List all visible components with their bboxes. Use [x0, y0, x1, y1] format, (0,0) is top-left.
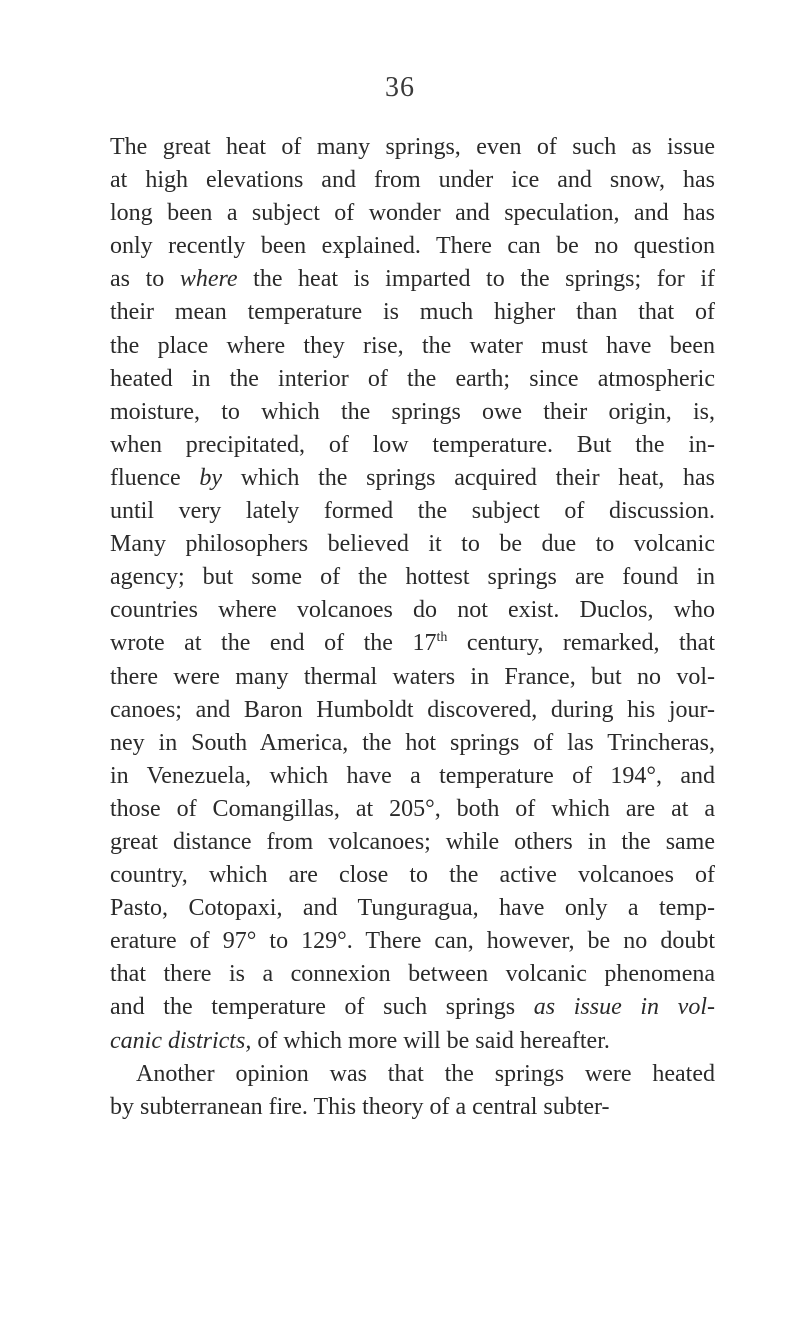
- text-line: [110, 859, 715, 892]
- text-segment: country, which are close to the active volcanoes of: [110, 862, 715, 889]
- text-segment: long been a subject of wonder and speculation, and has: [110, 200, 715, 227]
- text-line: [110, 462, 715, 495]
- text-segment: heated in the interior of the earth; since atmospheric: [110, 365, 715, 392]
- text-segment: moisture, to which the springs owe their origin, is,: [110, 398, 715, 425]
- text-segment: in Venezuela, which have a temperature of 194°, and: [110, 762, 715, 789]
- text-segment: of which more will be said hereafter.: [251, 1027, 610, 1054]
- text-line: [110, 495, 715, 528]
- text-segment: by subterranean fire. This theory of a central subter-: [110, 1093, 610, 1120]
- text-line: [110, 793, 715, 826]
- text-line: [110, 396, 715, 429]
- text-line: [110, 925, 715, 958]
- text-line: [110, 627, 715, 660]
- text-line: [110, 1091, 715, 1124]
- text-segment: ney in South America, the hot springs of las Trincheras,: [110, 729, 715, 756]
- text-segment: the place where they rise, the water must have been: [110, 332, 715, 359]
- text-line: [110, 991, 715, 1024]
- text-segment: Many philosophers believed it to be due to volcanic: [110, 531, 715, 558]
- text-segment: great distance from volcanoes; while others in the same: [110, 828, 715, 855]
- text-segment: erature of 97° to 129°. There can, however, be no doubt: [110, 928, 715, 955]
- text-line: [110, 197, 715, 230]
- text-segment: countries where volcanoes do not exist. Duclos, who: [110, 597, 715, 624]
- text-segment: wrote at the end of the 17: [110, 630, 437, 657]
- text-segment: their mean temperature is much higher than that of: [110, 299, 715, 326]
- text-line: [110, 263, 715, 296]
- text-line: [110, 727, 715, 760]
- text-segment: at high elevations and from under ice and snow, has: [110, 167, 715, 194]
- text-line: [110, 661, 715, 694]
- italic-text: by: [199, 464, 223, 491]
- text-segment: those of Comangillas, at 205°, both of which are at a: [110, 795, 715, 822]
- text-line: [110, 330, 715, 363]
- body-text: [110, 131, 715, 1124]
- text-line: [110, 230, 715, 263]
- text-line: [110, 561, 715, 594]
- text-line: [110, 1025, 715, 1058]
- text-segment: The great heat of many springs, even of such as issue: [110, 134, 715, 160]
- page-number: 36: [385, 72, 415, 103]
- text-segment: Another opinion was that the springs were heated: [136, 1060, 715, 1087]
- text-segment: and the temperature of such springs: [110, 994, 534, 1021]
- italic-text: as issue in vol-: [533, 994, 715, 1021]
- text-line: [110, 131, 715, 164]
- text-segment: the heat is imparted to the springs; for if: [237, 266, 715, 293]
- text-segment: only recently been explained. There can be no question: [110, 233, 715, 260]
- text-line: [110, 760, 715, 793]
- superscript: th: [436, 630, 448, 646]
- text-line: [110, 296, 715, 329]
- italic-text: where: [179, 266, 238, 293]
- text-segment: agency; but some of the hottest springs are found in: [110, 564, 715, 591]
- text-segment: as to: [110, 266, 180, 293]
- text-line: [110, 429, 715, 462]
- text-segment: Pasto, Cotopaxi, and Tunguragua, have only a temp-: [110, 895, 715, 922]
- text-line: [110, 594, 715, 627]
- text-segment: century, remarked, that: [447, 630, 715, 657]
- text-line: [110, 164, 715, 197]
- text-segment: fluence: [110, 464, 200, 491]
- text-line: [110, 1058, 715, 1091]
- text-line: [110, 363, 715, 396]
- text-line: [110, 958, 715, 991]
- text-line: [110, 528, 715, 561]
- text-segment: which the springs acquired their heat, has: [222, 464, 716, 491]
- text-segment: canoes; and Baron Humboldt discovered, during his jour-: [110, 696, 715, 723]
- text-segment: that there is a connexion between volcanic phenomena: [110, 961, 715, 988]
- text-segment: when precipitated, of low temperature. But the in-: [110, 431, 715, 458]
- text-line: [110, 892, 715, 925]
- text-segment: there were many thermal waters in France, but no vol-: [110, 663, 715, 690]
- text-line: [110, 826, 715, 859]
- italic-text: canic districts,: [110, 1027, 252, 1054]
- text-line: [110, 694, 715, 727]
- text-segment: until very lately formed the subject of discussion.: [110, 498, 715, 525]
